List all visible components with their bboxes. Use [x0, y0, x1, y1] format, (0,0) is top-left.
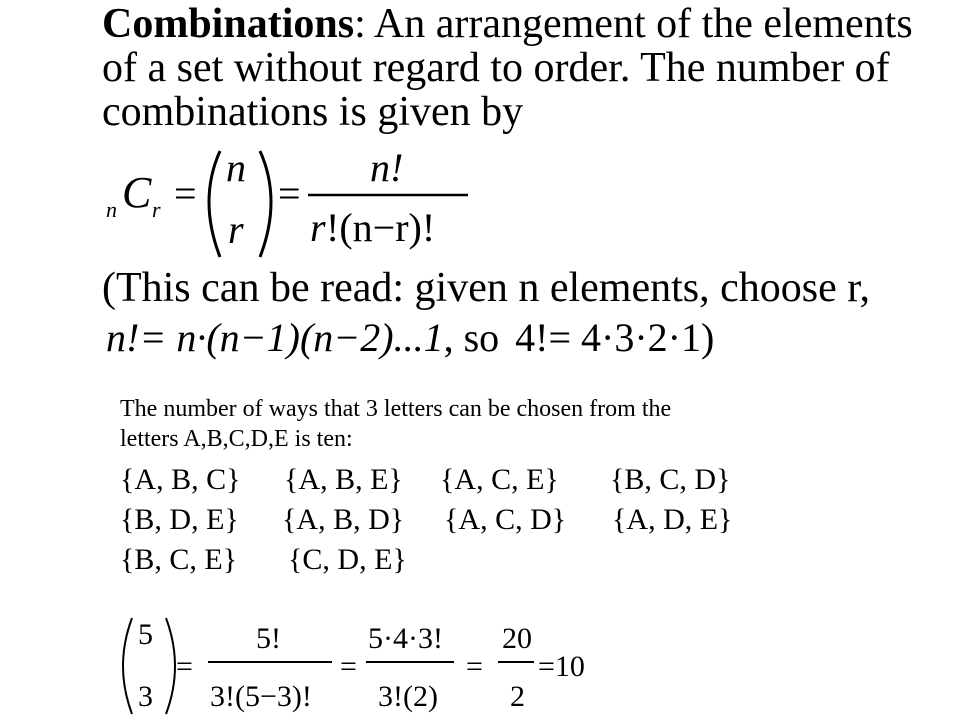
definition-block: [102, 2, 913, 134]
read-note: (This can be read: given n elements, choose r,: [102, 265, 871, 311]
binomial-n: n: [226, 145, 246, 190]
definition-line-1: [102, 2, 913, 46]
binomial-r: r: [228, 207, 244, 252]
calc-result: =10: [538, 650, 585, 683]
set-item: {A, B, E}: [284, 463, 403, 496]
calc-binomial-right-paren: [166, 618, 175, 714]
calc-equals-3: =: [466, 650, 483, 683]
calc-equals-2: =: [340, 650, 357, 683]
factorial-example: 4!= 4·3·2·1): [515, 315, 715, 360]
calc-f2-numerator: 5·4·3!: [368, 622, 443, 655]
set-item: {B, C, D}: [610, 463, 731, 496]
set-item: {A, D, E}: [612, 503, 733, 536]
example-intro-line-2: letters A,B,C,D,E is ten:: [120, 426, 353, 452]
example-intro-line-1: The number of ways that 3 letters can be chosen from the: [120, 396, 672, 422]
calculation: [110, 612, 630, 722]
formula-numerator: n!: [370, 145, 404, 190]
set-item: {A, B, C}: [120, 463, 241, 496]
formula-equals-1: =: [174, 171, 197, 216]
calc-f1-denominator: 3!(5−3)!: [210, 680, 312, 713]
formula-r-subscript: r: [152, 197, 161, 222]
set-item: {C, D, E}: [288, 543, 407, 576]
binomial-left-paren: [209, 151, 220, 257]
calc-binomial-top: 5: [138, 618, 153, 651]
set-item: {A, C, E}: [440, 463, 559, 496]
calc-f3-numerator: 20: [502, 622, 532, 655]
calc-f3-denominator: 2: [510, 680, 525, 713]
calc-f1-numerator: 5!: [256, 622, 281, 655]
example-intro: [120, 394, 671, 454]
formula-denominator-r: r: [310, 205, 326, 250]
binomial-right-paren: [260, 151, 271, 257]
set-item: {A, B, D}: [282, 503, 405, 536]
formula-equals-2: =: [278, 171, 301, 216]
calc-binomial-bottom: 3: [138, 680, 153, 713]
definition-line-3: combinations is given by: [102, 89, 524, 135]
formula-denominator-rest: !(n−r)!: [326, 205, 436, 250]
set-item: {B, C, E}: [120, 543, 238, 576]
set-item: {B, D, E}: [120, 503, 239, 536]
combination-formula: [100, 145, 500, 265]
calc-binomial-left-paren: [123, 618, 132, 714]
factorial-line: [106, 316, 714, 360]
set-item: {A, C, D}: [444, 503, 567, 536]
definition-line-1-rest: : An arrangement of the elements: [354, 1, 913, 47]
factorial-definition: n!= n·(n−1)(n−2)...1: [106, 315, 444, 360]
formula-C: C: [122, 168, 152, 217]
definition-line-2: of a set without regard to order. The number of: [102, 45, 890, 91]
formula-n-subscript: n: [106, 197, 117, 222]
term-combinations: Combinations: [102, 1, 355, 47]
calc-f2-denominator: 3!(2): [378, 680, 438, 713]
calc-equals-1: =: [176, 650, 193, 683]
factorial-so: , so: [443, 315, 500, 360]
